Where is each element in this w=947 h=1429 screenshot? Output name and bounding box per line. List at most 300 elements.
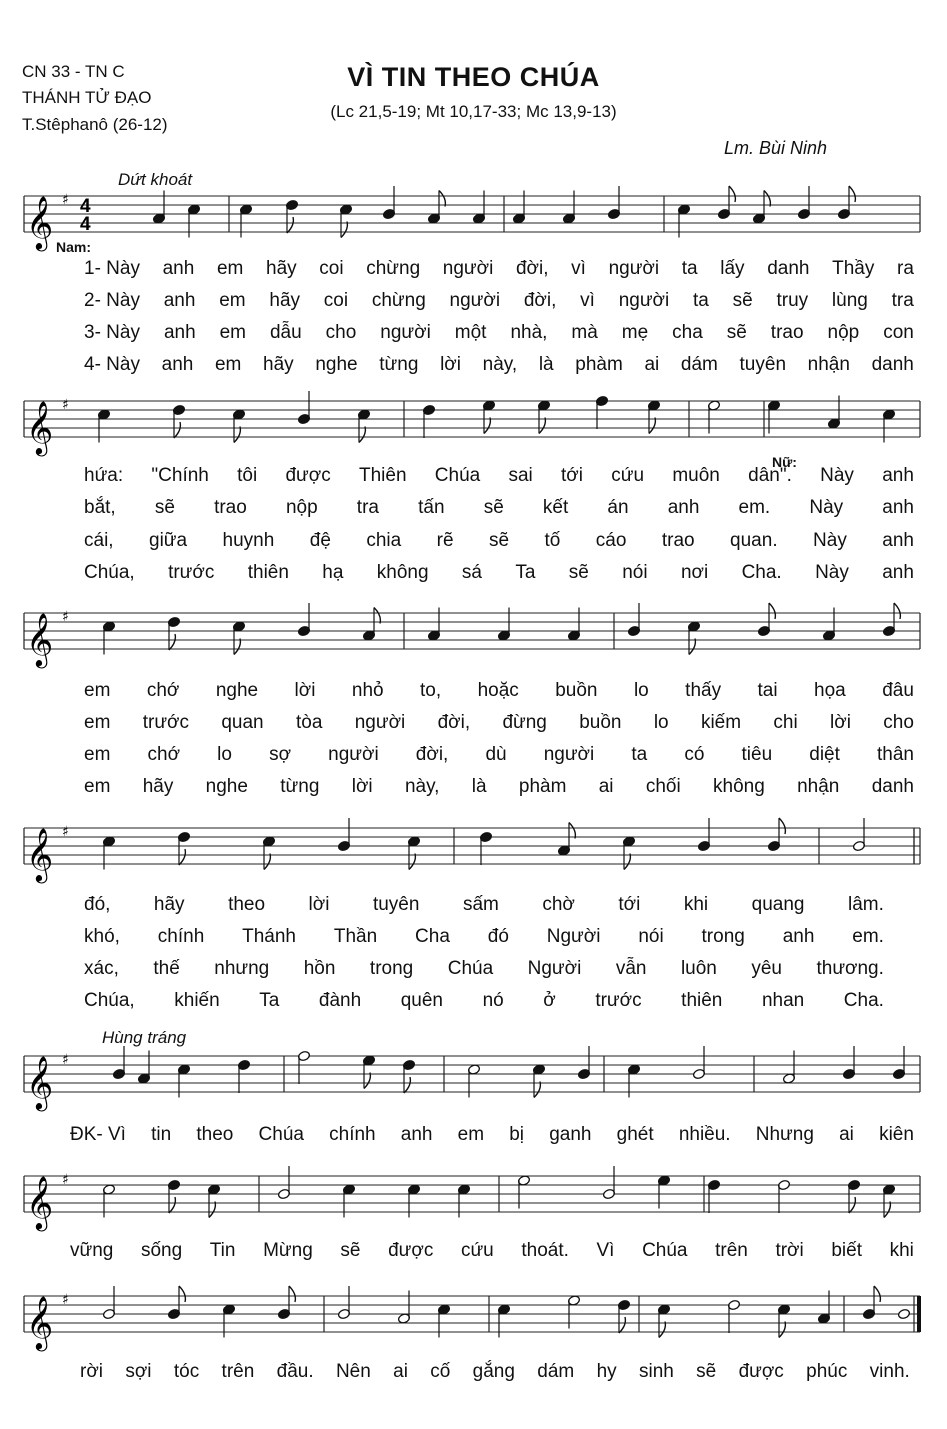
lyric-line-verse-2 <box>84 712 914 734</box>
treble-clef-icon: 𝄞 <box>26 1055 54 1109</box>
lyric-syllable: thân <box>877 744 914 765</box>
lyric-syllable: "Chính <box>151 465 209 486</box>
lyric-syllable: khi <box>683 894 709 915</box>
note-flag <box>364 1073 370 1089</box>
lyric-syllable: thế <box>153 958 180 979</box>
lyric-syllable: chớ <box>147 744 181 765</box>
lyric-syllable: Thánh <box>242 926 296 947</box>
lyric-syllable: thấy <box>685 680 722 701</box>
lyric-syllable: cho <box>325 322 357 343</box>
lyric-syllable: dẫu <box>269 322 302 343</box>
lyric-syllable: thiên <box>681 990 723 1011</box>
note-flag <box>341 222 347 238</box>
lyric-syllable: được <box>285 465 331 486</box>
lyric-syllable: nghe <box>215 680 259 701</box>
lyric-syllable: người <box>543 744 595 765</box>
music-staff <box>24 395 920 454</box>
key-sharp-icon: ♯ <box>62 824 69 840</box>
lyric-syllable: vì <box>571 258 586 279</box>
lyric-syllable: lời <box>351 776 373 797</box>
lyric-syllable: dám <box>680 354 718 375</box>
lyric-syllable: quan. <box>730 530 778 551</box>
lyric-syllable: Chúa <box>447 958 494 979</box>
lyric-syllable: bắt, <box>84 497 116 518</box>
lyric-syllable: anh <box>163 290 196 311</box>
lyric-syllable: yêu <box>751 958 782 979</box>
lyric-syllable: vinh. <box>869 1361 910 1382</box>
key-sharp-icon: ♯ <box>62 1172 69 1188</box>
note-flag <box>409 854 415 870</box>
music-staff <box>24 1290 920 1349</box>
lyric-syllable: trên <box>715 1240 748 1261</box>
lyric-syllable: dám <box>537 1361 575 1382</box>
lyric-syllable: Thiên <box>358 465 407 486</box>
lyric-syllable: Cha. <box>741 562 782 583</box>
lyric-syllable: Này <box>815 562 849 583</box>
lyric-syllable: anh <box>400 1124 433 1145</box>
lyric-syllable: là <box>471 776 487 797</box>
lyric-syllable: cứu <box>611 465 645 486</box>
lyric-syllable: nộp <box>827 322 860 343</box>
lyric-syllable: nói <box>622 562 648 583</box>
lyric-syllable: nhỏ <box>351 680 384 701</box>
lyric-syllable: quan <box>221 712 264 733</box>
lyric-syllable: Mừng <box>263 1240 313 1261</box>
staff-svg <box>24 395 920 454</box>
lyric-syllable: sẽ <box>726 322 747 343</box>
lyric-syllable: anh <box>882 465 914 486</box>
lyric-syllable: cứu <box>460 1240 494 1261</box>
lyric-syllable: họa <box>814 680 846 701</box>
lyric-syllable: sẽ <box>732 290 753 311</box>
lyric-syllable: Này <box>809 497 844 518</box>
lyric-syllable: sẽ <box>568 562 589 583</box>
tempo-marking: Dứt khoát <box>118 170 193 189</box>
lyric-syllable: cho <box>883 712 914 733</box>
lyric-syllable: chối <box>645 776 681 797</box>
lyric-syllable: ganh <box>549 1124 592 1145</box>
lyric-syllable: sinh <box>638 1361 674 1382</box>
lyric-syllable: đừng <box>502 712 547 733</box>
lyric-syllable: tới <box>618 894 641 915</box>
lyric-line-verse-1 <box>84 680 914 702</box>
lyric-syllable: tòa <box>295 712 323 733</box>
lyric-syllable: tấn <box>418 497 445 518</box>
lyric-syllable: Nên <box>335 1361 371 1382</box>
lyric-syllable: đời, <box>415 744 449 765</box>
lyric-syllable: gắng <box>472 1361 515 1382</box>
music-staff <box>24 822 920 881</box>
lyric-syllable: chi <box>773 712 798 733</box>
lyric-syllable: người <box>608 258 660 279</box>
treble-clef-icon: 𝄞 <box>26 1175 54 1229</box>
lyric-syllable: nhận <box>807 354 850 375</box>
lyric-syllable: tra <box>356 497 379 518</box>
lyric-syllable: Này <box>813 530 847 551</box>
treble-clef-icon: 𝄞 <box>26 400 54 454</box>
lyric-syllable: giữa <box>149 530 188 551</box>
lyric-syllable: sẽ <box>483 497 504 518</box>
lyric-syllable: lo <box>633 680 649 701</box>
treble-clef-icon: 𝄞 <box>26 827 54 881</box>
lyric-syllable: danh <box>767 258 810 279</box>
lyric-syllable: ta <box>693 290 709 311</box>
lyric-syllable: thương. <box>816 958 884 979</box>
lyric-syllable: em <box>214 354 242 375</box>
lyric-syllable: vững <box>70 1240 114 1261</box>
lyric-line-refrain <box>70 1124 914 1146</box>
lyric-syllable: mà <box>571 322 598 343</box>
lyric-syllable: hãy <box>142 776 174 797</box>
lyric-syllable: kiếm <box>700 712 742 733</box>
lyric-syllable: được <box>738 1361 784 1382</box>
music-staff <box>24 607 920 666</box>
lyric-syllable: nhà, <box>510 322 548 343</box>
lyric-syllable: thoát. <box>521 1240 569 1261</box>
note-flag <box>894 603 900 619</box>
lyric-syllable: sợ <box>269 744 292 765</box>
lyric-line-verse-3 <box>84 322 914 344</box>
lyric-syllable: dù <box>485 744 507 765</box>
lyric-syllable: ai <box>598 776 614 797</box>
lyric-syllable: vì <box>580 290 595 311</box>
note-flag <box>659 1322 665 1338</box>
lyric-syllable: Người <box>527 958 582 979</box>
lyric-syllable: em <box>216 258 244 279</box>
lyric-syllable: theo <box>196 1124 234 1145</box>
lyric-syllable: người <box>442 258 494 279</box>
note-head <box>897 1308 910 1319</box>
lyric-line-verse-4 <box>84 990 884 1012</box>
lyric-syllable: hãy <box>266 258 297 279</box>
lyric-syllable: đời, <box>437 712 471 733</box>
note-flag <box>439 191 445 207</box>
lyric-syllable: nghe <box>205 776 248 797</box>
lyric-syllable: phúc <box>806 1361 848 1382</box>
time-signature: 4 <box>80 196 91 217</box>
lyric-syllable: sẽ <box>154 497 175 518</box>
lyric-syllable: Thầy <box>832 258 875 279</box>
lyric-syllable: Chúa <box>258 1124 304 1145</box>
lyric-syllable: anh <box>162 258 195 279</box>
lyric-syllable: hoặc <box>477 680 519 701</box>
lyric-syllable: Người <box>546 926 601 947</box>
lyric-syllable: hy <box>596 1361 617 1382</box>
lyric-syllable: đầu. <box>276 1361 314 1382</box>
lyric-syllable: coi <box>319 258 344 279</box>
lyric-syllable: khiến <box>174 990 220 1011</box>
treble-clef-icon: 𝄞 <box>26 1295 54 1349</box>
lyric-syllable: có <box>684 744 705 765</box>
note-flag <box>649 418 655 434</box>
header-line: CN 33 - TN C <box>22 62 125 81</box>
note-flag <box>619 1317 625 1333</box>
lyric-syllable: Chúa <box>434 465 481 486</box>
key-sharp-icon: ♯ <box>62 1292 69 1308</box>
lyric-syllable: buồn <box>579 712 622 733</box>
key-sharp-icon: ♯ <box>62 1052 69 1068</box>
note-flag <box>769 603 775 619</box>
lyric-syllable: người <box>618 290 670 311</box>
lyric-syllable: sống <box>140 1240 183 1261</box>
lyric-syllable: vẫn <box>615 958 647 979</box>
lyric-syllable: em <box>219 322 247 343</box>
lyric-syllable: lời <box>830 712 851 733</box>
lyric-syllable: trong <box>369 958 414 979</box>
lyric-syllable: chính <box>157 926 205 947</box>
lyric-syllable: phàm <box>575 354 623 375</box>
lyric-syllable: đó <box>487 926 509 947</box>
lyric-syllable: sợi <box>125 1361 152 1382</box>
lyric-syllable: chừng <box>371 290 426 311</box>
lyric-syllable: đâu <box>882 680 914 701</box>
lyric-syllable: chừng <box>366 258 421 279</box>
lyric-line-verse-4 <box>84 562 914 584</box>
lyric-syllable: theo <box>228 894 266 915</box>
lyric-syllable: lâm. <box>847 894 884 915</box>
note-flag <box>484 418 490 434</box>
song-title: VÌ TIN THEO CHÚA <box>347 62 600 92</box>
music-staff <box>24 1050 920 1109</box>
lyric-syllable: ta <box>631 744 648 765</box>
note-flag <box>624 854 630 870</box>
final-barline <box>917 1296 921 1332</box>
lyric-syllable: hãy <box>269 290 301 311</box>
lyric-syllable: Cha <box>415 926 450 947</box>
lyric-syllable: tuyên <box>739 354 787 375</box>
lyric-line-verse-4 <box>84 776 914 798</box>
lyric-syllable: không <box>713 776 765 797</box>
lyric-syllable: ở <box>543 990 556 1011</box>
lyric-syllable: tuyên <box>372 894 420 915</box>
lyric-syllable: là <box>538 354 554 375</box>
lyric-syllable: tai <box>757 680 778 701</box>
lyric-syllable: Thần <box>333 926 378 947</box>
lyric-syllable: 4- Này <box>84 354 140 375</box>
lyric-syllable: nơi <box>680 562 709 583</box>
lyric-syllable: trước <box>168 562 215 583</box>
lyric-syllable: 2- Này <box>84 290 140 311</box>
lyric-syllable: án <box>607 497 629 518</box>
lyric-syllable: chia <box>366 530 402 551</box>
lyric-syllable: hồn <box>303 958 336 979</box>
lyric-syllable: ghét <box>616 1124 654 1145</box>
lyric-syllable: ai <box>839 1124 854 1145</box>
lyric-syllable: chính <box>329 1124 376 1145</box>
lyric-syllable: mẹ <box>621 322 649 343</box>
staff-svg <box>24 1290 920 1349</box>
lyric-line-verse-1 <box>84 894 884 916</box>
lyric-line-verse-1 <box>84 465 914 487</box>
lyric-syllable: lấy <box>720 258 745 279</box>
lyric-syllable: Vì <box>596 1240 615 1261</box>
note-flag <box>174 422 180 438</box>
lyric-syllable: đời, <box>523 290 557 311</box>
note-flag <box>289 1286 295 1302</box>
lyric-syllable: biết <box>831 1240 862 1261</box>
lyric-line-verse-2 <box>84 926 884 948</box>
note-flag <box>884 1202 890 1218</box>
scripture-reference: (Lc 21,5-19; Mt 10,17-33; Mc 13,9-13) <box>330 102 617 121</box>
lyric-syllable: trao <box>661 530 695 551</box>
note-flag <box>849 1197 855 1213</box>
note-flag <box>569 823 575 839</box>
lyric-syllable: xác, <box>84 958 119 979</box>
note-flag <box>764 191 770 207</box>
staff-svg <box>24 1050 920 1109</box>
lyric-syllable: nhiều. <box>678 1124 731 1145</box>
note-flag <box>534 1082 540 1098</box>
time-signature: 4 <box>80 214 91 235</box>
lyric-syllable: diệt <box>809 744 840 765</box>
lyric-syllable: ai <box>644 354 660 375</box>
lyric-syllable: trên <box>221 1361 255 1382</box>
staff-svg <box>24 1170 920 1229</box>
lyric-line-verse-2 <box>84 497 914 519</box>
lyric-syllable: anh <box>882 562 914 583</box>
lyric-syllable: nghe <box>315 354 358 375</box>
lyric-syllable: Chúa, <box>84 990 135 1011</box>
lyric-syllable: anh <box>882 530 914 551</box>
lyric-syllable: tố <box>544 530 561 551</box>
lyric-syllable: anh <box>667 497 700 518</box>
lyric-syllable: lo <box>653 712 669 733</box>
lyric-line-verse-3 <box>84 530 914 552</box>
lyric-syllable: em <box>219 290 246 311</box>
lyric-syllable: khi <box>889 1240 914 1261</box>
lyric-syllable: em <box>84 712 111 733</box>
lyric-line-verse-2 <box>84 290 914 312</box>
note-flag <box>359 427 365 443</box>
lyric-syllable: tin <box>151 1124 172 1145</box>
lyric-syllable: trao <box>214 497 247 518</box>
lyric-syllable: Tin <box>209 1240 236 1261</box>
note-flag <box>234 427 240 443</box>
lyric-syllable: em. <box>738 497 771 518</box>
lyric-syllable: anh <box>163 322 196 343</box>
music-staff <box>24 1170 920 1229</box>
lyric-line-refrain <box>80 1361 910 1383</box>
lyric-syllable: quang <box>751 894 805 915</box>
lyric-line-verse-1 <box>84 258 914 280</box>
lyric-syllable: người <box>354 712 406 733</box>
lyric-syllable: tóc <box>173 1361 200 1382</box>
lyric-syllable: lùng <box>831 290 868 311</box>
lyric-line-verse-4 <box>84 354 914 376</box>
lyric-syllable: trong <box>701 926 745 947</box>
lyric-syllable: Này <box>820 465 854 486</box>
lyric-syllable: em. <box>852 926 884 947</box>
lyric-syllable: trao <box>770 322 804 343</box>
lyric-syllable: lời <box>308 894 330 915</box>
lyric-syllable: tra <box>891 290 914 311</box>
lyric-syllable: 3- Này <box>84 322 140 343</box>
lyric-syllable: một <box>454 322 487 343</box>
lyric-syllable: người <box>449 290 501 311</box>
lyric-syllable: hãy <box>263 354 294 375</box>
lyric-syllable: lời <box>440 354 461 375</box>
lyric-syllable: nói <box>638 926 664 947</box>
lyric-syllable: nhan <box>761 990 805 1011</box>
lyric-syllable: rời <box>80 1361 104 1382</box>
treble-clef-icon: 𝄞 <box>26 612 54 666</box>
lyric-syllable: chờ <box>542 894 575 915</box>
note-flag <box>209 1202 215 1218</box>
lyric-syllable: người <box>380 322 431 343</box>
lyric-syllable: Ta <box>515 562 536 583</box>
lyric-syllable: Ta <box>259 990 280 1011</box>
lyric-syllable: anh <box>161 354 194 375</box>
lyric-syllable: chớ <box>146 680 180 701</box>
lyric-syllable: tôi <box>237 465 258 486</box>
lyric-syllable: sẽ <box>340 1240 361 1261</box>
lyric-syllable: danh <box>871 354 914 375</box>
lyric-syllable: này, <box>404 776 440 797</box>
lyric-syllable: được <box>388 1240 434 1261</box>
lyric-line-verse-3 <box>84 958 884 980</box>
lyric-syllable: kiên <box>879 1124 914 1145</box>
lyric-syllable: nó <box>482 990 504 1011</box>
lyric-syllable: tới <box>561 465 583 486</box>
voice-label-male: Nam: <box>56 239 92 255</box>
lyric-syllable: Nhưng <box>755 1124 814 1145</box>
lyric-syllable: truy <box>776 290 809 311</box>
lyric-syllable: hứa: <box>84 465 124 486</box>
lyric-syllable: nhưng <box>214 958 270 979</box>
lyric-syllable: khó, <box>84 926 120 947</box>
lyric-syllable: đời, <box>515 258 549 279</box>
key-sharp-icon: ♯ <box>62 192 69 208</box>
lyric-syllable: 1- Này <box>84 258 140 279</box>
note-flag <box>874 1286 880 1302</box>
lyric-line-refrain <box>70 1240 914 1262</box>
note-flag <box>234 639 240 655</box>
lyric-syllable: coi <box>323 290 349 311</box>
lyric-syllable: Chúa, <box>84 562 135 583</box>
lyric-syllable: ai <box>393 1361 408 1382</box>
lyric-syllable: ta <box>681 258 698 279</box>
lyric-syllable: lời <box>294 680 316 701</box>
note-flag <box>169 1197 175 1213</box>
lyric-syllable: muôn <box>672 465 720 486</box>
lyric-syllable: thiên <box>247 562 289 583</box>
lyric-syllable: anh <box>882 497 914 518</box>
lyric-syllable: bị <box>509 1124 525 1145</box>
lyric-syllable: nộp <box>285 497 318 518</box>
lyric-syllable: nhận <box>797 776 840 797</box>
lyric-syllable: con <box>883 322 914 343</box>
lyric-syllable: cáo <box>595 530 627 551</box>
lyric-syllable: kết <box>542 497 569 518</box>
lyric-syllable: sá <box>461 562 482 583</box>
lyric-syllable: trước <box>595 990 642 1011</box>
lyric-syllable: em <box>84 680 111 701</box>
lyric-syllable: anh <box>782 926 815 947</box>
note-flag <box>287 217 293 233</box>
lyric-syllable: tiêu <box>741 744 773 765</box>
lyric-syllable: trời <box>775 1240 804 1261</box>
note-flag <box>779 1322 785 1338</box>
note-flag <box>179 1286 185 1302</box>
lyric-syllable: to, <box>420 680 442 701</box>
lyric-syllable: này, <box>482 354 518 375</box>
lyric-syllable: ĐK- Vì <box>70 1124 126 1145</box>
lyric-syllable: em <box>84 776 111 797</box>
header-line: T.Stêphanô (26-12) <box>22 114 168 134</box>
lyric-syllable: từng <box>280 776 320 797</box>
lyric-syllable: phàm <box>518 776 567 797</box>
note-flag <box>849 186 855 202</box>
